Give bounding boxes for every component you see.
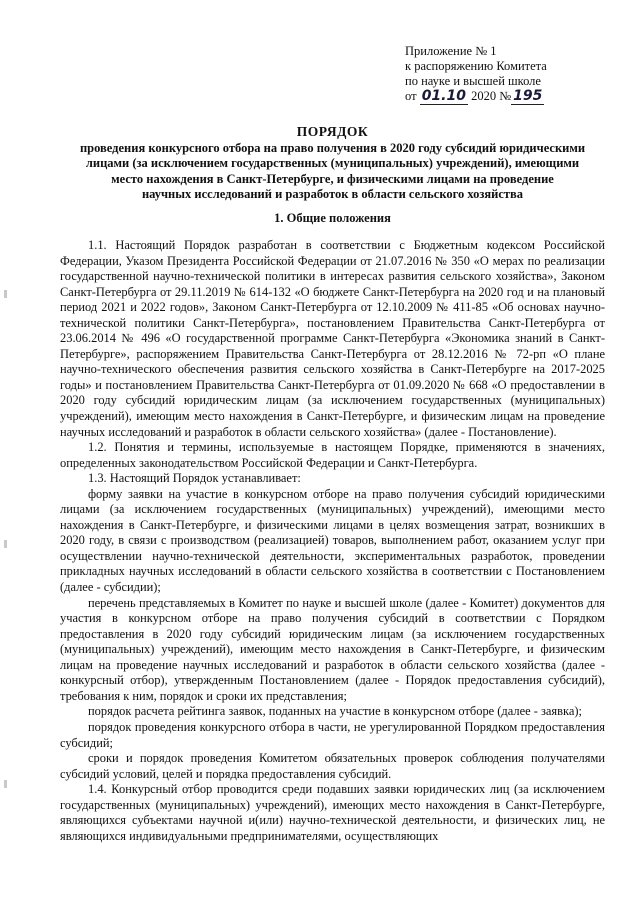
- appendix-line-3: по науке и высшей школе: [405, 74, 541, 88]
- paragraph-list-item-rating: порядок расчета рейтинга заявок, поданных на участие в конкурсном отборе (далее - заявка);: [88, 704, 582, 719]
- title-line-1: проведения конкурсного отбора на право получения в 2020 году субсидий юридическими: [79, 140, 586, 155]
- document-title-block: [60, 124, 605, 203]
- scan-margin-marks: [4, 250, 10, 850]
- document-body: [60, 238, 605, 844]
- paragraph-1-2: 1.2. Понятия и термины, используемые в настоящем Порядке, применяются в значениях, определенных законодательством Российской Федерации и Санкт-Петербурга.: [60, 440, 605, 470]
- appendix-header: [405, 44, 605, 104]
- document-title: ПОРЯДОК: [296, 124, 369, 139]
- paragraph-list-item-checks: сроки и порядок проведения Комитетом обязательных проверок соблюдения получателями субсидий условий, целей и порядка предоставления субсидий.: [60, 751, 605, 781]
- title-line-2: лицами (за исключением государственных (муниципальных) учреждений), имеющими: [85, 156, 580, 170]
- year-and-number-label: 2020 №: [471, 89, 512, 103]
- appendix-line-1: Приложение № 1: [405, 44, 497, 58]
- paragraph-list-item-documents: перечень представляемых в Комитет по науке и высшей школе (далее - Комитет) документов для участия в конкурсном отборе на право получения субсидий в соответствии с Порядком предоставления в 2020 году субсидий юридическим лицам (за исключением государственных (муниципальных) учреждений), имеющим место нахождения в Санкт-Петербурге, и физическим лицам на проведение научных исследований и разработок в области сельского хозяйства (далее - конкурсный отбор), утвержденным Постановлением (далее - Порядок предоставления субсидий), требования к ним, порядок и сроки их представления;: [60, 595, 605, 703]
- date-prefix: от: [405, 89, 417, 103]
- paragraph-list-item-form: форму заявки на участие в конкурсном отборе на право получения субсидий юридическими лицами (за исключением государственных (муниципальных) учреждений), имеющими место нахождения в Санкт-Петербурге, и физическими лицами в целях возмещения затрат, возникших в 2020 году, в связи с производством (реализацией) товаров, выполнением работ, оказанием услуг при осуществлении научно-технической деятельности, экспериментальных разработок, проведении прикладных научных исследований в области сельского хозяйства в соответствии с Постановлением (далее - субсидии);: [60, 486, 605, 595]
- title-line-4: научных исследований и разработок в области сельского хозяйства: [141, 187, 524, 201]
- section-heading: 1. Общие положения: [274, 211, 391, 225]
- title-line-3: место нахождения в Санкт-Петербурге, и физическими лицами на проведение: [111, 171, 554, 186]
- paragraph-list-item-procedure: порядок проведения конкурсного отбора в части, не урегулированной Порядком предоставления субсидий;: [60, 719, 605, 750]
- paragraph-1-1: 1.1. Настоящий Порядок разработан в соответствии с Бюджетным кодексом Российской Федерации, Указом Президента Российской Федерации от 21.07.2016 № 350 «О мерах по реализации государственной научно-технической политики в интересах развития сельского хозяйства», Законом Санкт-Петербурга от 29.11.2019 № 614-132 «О бюджете Санкт-Петербурга на 2020 год и на плановый период 2021 и 2022 годов», Законом Санкт-Петербурга от 12.10.2009 № 411-85 «Об основах научно-технической политики Санкт-Петербурга», постановлением Правительства Санкт-Петербурга от 23.06.2014 № 496 «О государственной программе Санкт-Петербурга «Экономика знаний в Санкт-Петербурге», распоряжением Правительства Санкт-Петербурга от 28.12.2016 № 72-рп «О плане научно-технического обеспечения развития сельского хозяйства в Санкт-Петербурге на 2017-2025 годы» и постановлением Правительства Санкт-Петербурга от 01.09.2020 № 668 «О предоставлении в 2020 году субсидий юридическим лицам (за исключением государственных (муниципальных) учреждений), имеющим место нахождения в Санкт-Петербурге, и физическим лицам на проведение научных исследований и разработок в области сельского хозяйства» (далее - Постановление).: [60, 238, 605, 439]
- handwritten-number: 195: [513, 88, 543, 104]
- paragraph-1-4: 1.4. Конкурсный отбор проводится среди подавших заявки юридических лиц (за исключением государственных (муниципальных) учреждений), имеющих место нахождения в Санкт-Петербурге, являющихся субъектами научной и(или) научно-технической деятельности, и физических лиц, не являющихся индивидуальными предпринимателями, осуществляющих: [60, 782, 605, 843]
- paragraph-1-3: 1.3. Настоящий Порядок устанавливает:: [88, 471, 301, 486]
- handwritten-date: 01.10: [421, 88, 466, 104]
- appendix-date-line: [405, 89, 605, 104]
- appendix-line-2: к распоряжению Комитета: [405, 59, 547, 73]
